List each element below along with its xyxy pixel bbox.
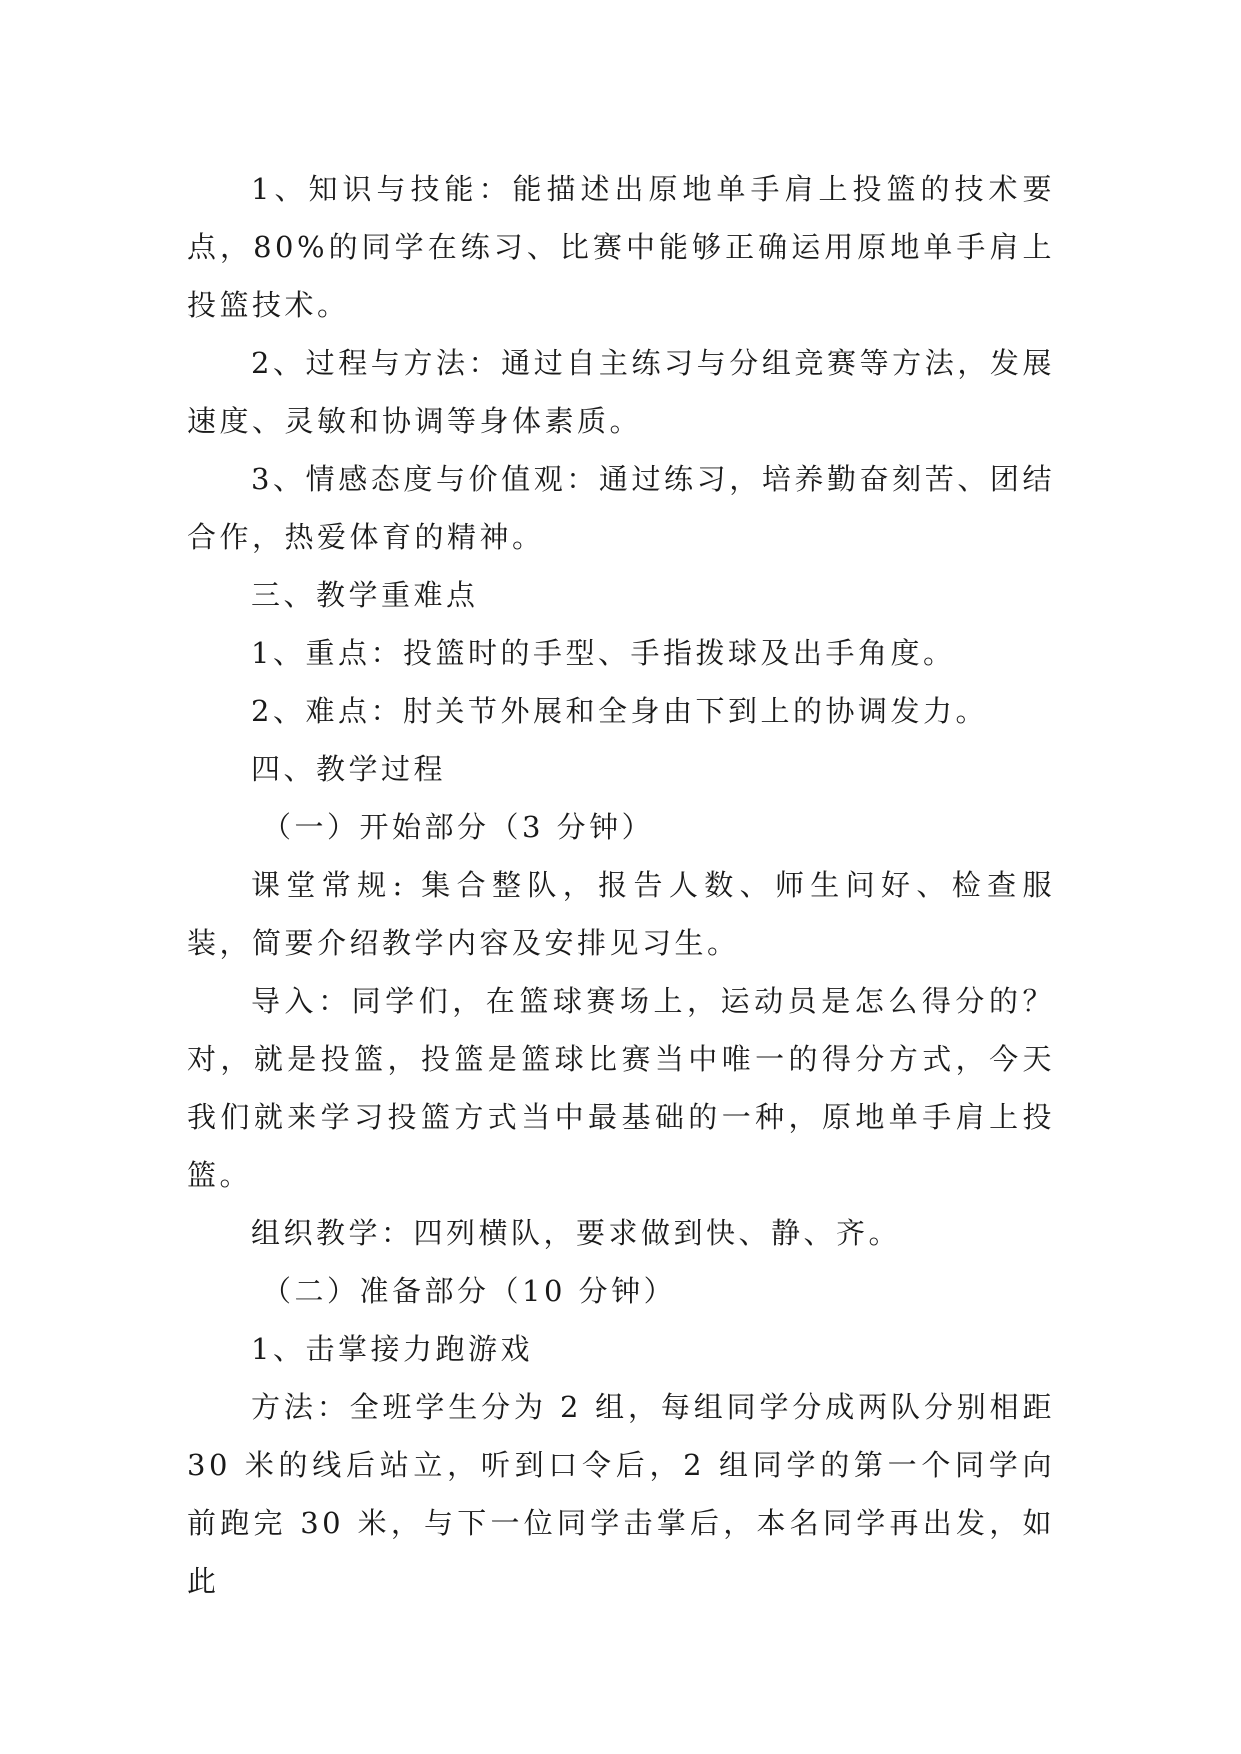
paragraph-key-point: 1、重点：投篮时的手型、手指拨球及出手角度。 (251, 636, 956, 670)
paragraph-organization: 组织教学：四列横队，要求做到快、静、齐。 (251, 1216, 902, 1250)
paragraph-objective-knowledge: 1、知识与技能：能描述出原地单手肩上投篮的技术要点，80%的同学在练习、比赛中能够正确运用原地单手肩上投篮技术。 (187, 172, 1055, 322)
paragraph-introduction: 导入：同学们，在篮球赛场上，运动员是怎么得分的？对，就是投篮，投篮是篮球比赛当中唯一的得分方式，今天我们就来学习投篮方式当中最基础的一种，原地单手肩上投篮。 (187, 984, 1055, 1192)
paragraph-class-routine: 课堂常规: 集合整队，报告人数、师生问好、检查服装，简要介绍教学内容及安排见习生。 (187, 868, 1055, 960)
section-heading-key-points: 三、教学重难点 (251, 578, 479, 612)
subsection-heading-preparation: （二）准备部分（10 分钟） (262, 1274, 677, 1308)
paragraph-objective-attitude: 3、情感态度与价值观：通过练习，培养勤奋刻苦、团结合作，热爱体育的精神。 (187, 462, 1055, 554)
document-body (187, 160, 1055, 1610)
paragraph-difficult-point: 2、难点：肘关节外展和全身由下到上的协调发力。 (251, 694, 988, 728)
paragraph-objective-process: 2、过程与方法：通过自主练习与分组竞赛等方法，发展速度、灵敏和协调等身体素质。 (187, 346, 1055, 438)
section-heading-process: 四、教学过程 (251, 752, 447, 786)
paragraph-relay-game-title: 1、击掌接力跑游戏 (251, 1332, 533, 1366)
subsection-heading-start: （一）开始部分（3 分钟） (262, 810, 655, 844)
paragraph-relay-game-method: 方法：全班学生分为 2 组，每组同学分成两队分别相距 30 米的线后站立，听到口令后，2 组同学的第一个同学向前跑完 30 米，与下一位同学击掌后，本名同学再出发，如此 (187, 1390, 1055, 1598)
